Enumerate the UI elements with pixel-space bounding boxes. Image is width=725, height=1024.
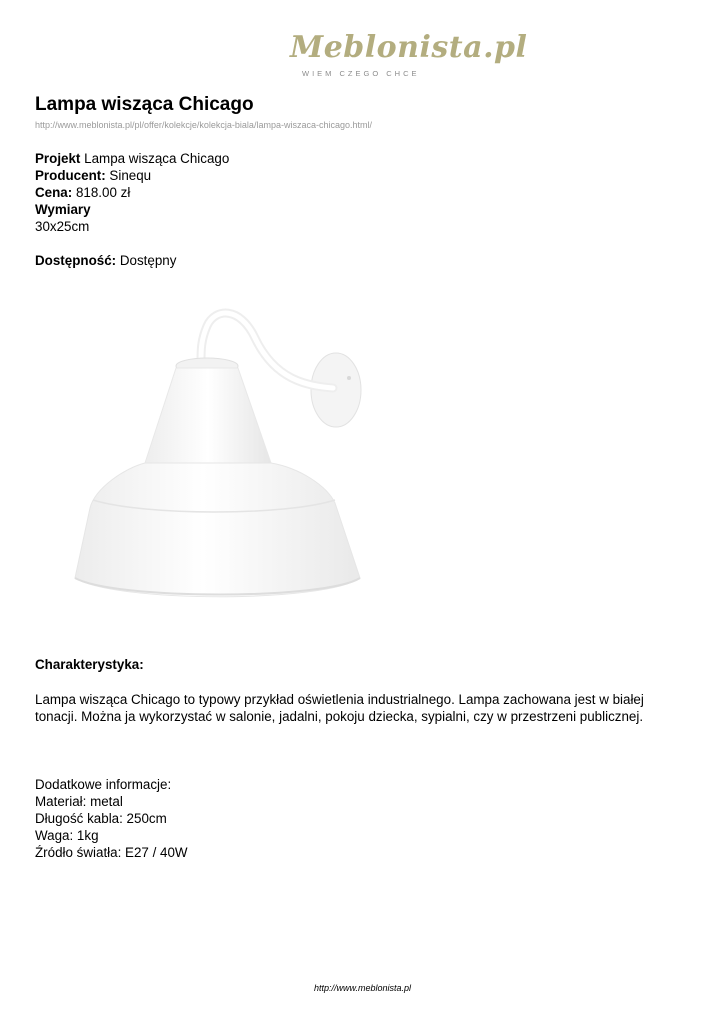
additional-item: Waga: 1kg <box>35 828 99 843</box>
project-label: Projekt <box>35 151 81 166</box>
product-title: Lampa wisząca Chicago <box>35 94 254 115</box>
product-url[interactable]: http://www.meblonista.pl/pl/offer/kolekcje/kolekcja-biala/lampa-wiszaca-chicago.html/ <box>35 120 372 130</box>
availability-line <box>35 252 229 269</box>
site-logo[interactable] <box>290 30 528 86</box>
producer-value: Sinequ <box>109 168 152 183</box>
dimensions-line <box>35 201 229 218</box>
price-value: 818.00 zł <box>75 185 131 200</box>
price-line <box>35 184 229 201</box>
additional-item: Długość kabla: 250cm <box>35 811 167 826</box>
additional-heading: Dodatkowe informacje: <box>35 777 172 792</box>
additional-item: Źródło światła: E27 / 40W <box>35 845 188 860</box>
lamp-illustration <box>35 278 395 623</box>
product-info <box>35 150 229 269</box>
characteristics-description: Lampa wisząca Chicago to typowy przykład oświetlenia industrialnego. Lampa zachowana jest w białej tonacji. Można ja wykorzystać w salonie, jadalni, pokoju dziecka, sypialni, czy w przestrzeni publicznej. <box>35 692 644 724</box>
logo-text: Meblonista.pl <box>290 30 528 65</box>
producer-label: Producent: <box>35 168 106 183</box>
producer-line <box>35 167 229 184</box>
footer-url[interactable]: http://www.meblonista.pl <box>313 983 412 993</box>
dimensions-label: Wymiary <box>35 202 91 217</box>
product-image <box>35 278 395 623</box>
project-value: Lampa wisząca Chicago <box>84 151 230 166</box>
characteristics-heading: Charakterystyka: <box>35 657 144 672</box>
dimensions-value: 30x25cm <box>35 219 90 234</box>
additional-info <box>35 776 188 861</box>
availability-value: Dostępny <box>119 253 177 268</box>
additional-item: Materiał: metal <box>35 794 123 809</box>
price-label: Cena: <box>35 185 73 200</box>
project-line <box>35 150 229 167</box>
logo-tagline: WIEM CZEGO CHCE <box>302 69 420 78</box>
availability-label: Dostępność: <box>35 253 117 268</box>
